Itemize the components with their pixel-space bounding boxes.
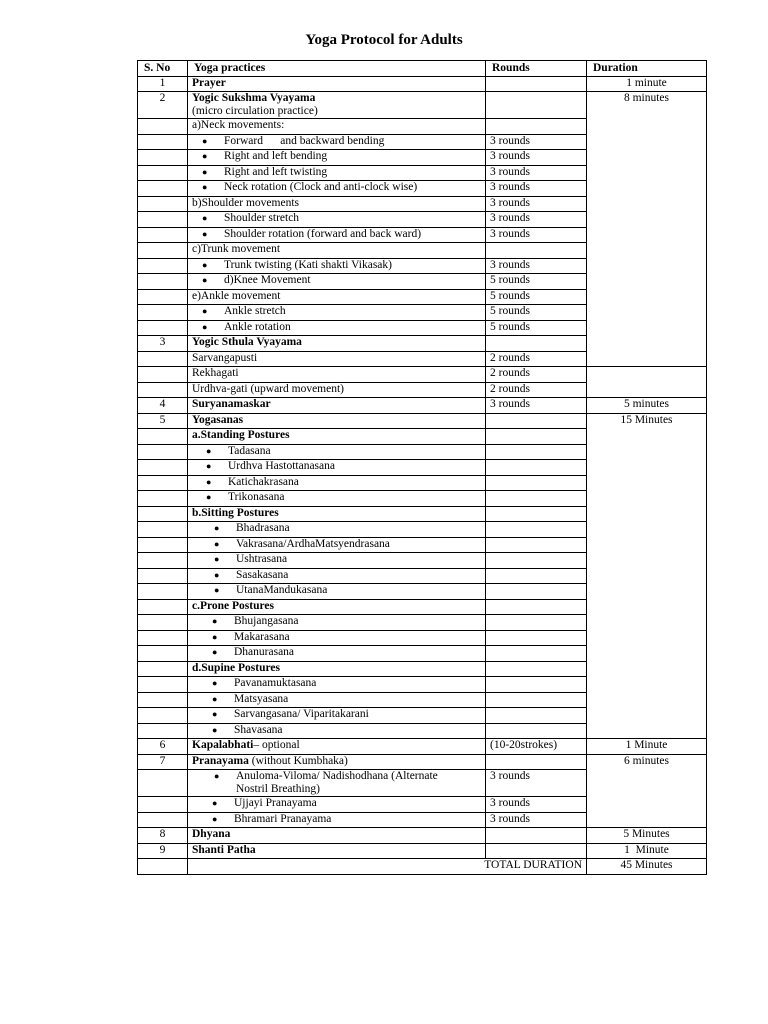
rounds-cell: 3 rounds (486, 812, 587, 828)
list-item: Sarvangapusti (188, 351, 486, 367)
header-sno: S. No (138, 61, 188, 77)
item-label: Forward and backward bending (224, 134, 385, 147)
table-row (138, 92, 707, 119)
list-item (188, 227, 486, 243)
practice-name: Pranayama (192, 754, 249, 767)
bullet-icon: ● (206, 445, 212, 456)
subgroup-label: e)Ankle movement (188, 289, 486, 305)
item-label: Neck rotation (Clock and anti-clock wise) (224, 181, 418, 193)
practice-cell (188, 92, 486, 119)
header-rounds: Rounds (486, 61, 587, 77)
list-item (188, 491, 486, 507)
table-header-row (138, 61, 707, 77)
list-item (188, 134, 486, 150)
bullet-icon: ● (202, 321, 208, 332)
row-sno: 9 (138, 843, 188, 859)
row-sno: 7 (138, 754, 188, 770)
bullet-icon: ● (202, 135, 208, 146)
list-item (188, 522, 486, 538)
list-item (188, 692, 486, 708)
list-item (188, 708, 486, 724)
list-item (188, 274, 486, 290)
document-title: Yoga Protocol for Adults (305, 32, 463, 48)
rounds-cell: 5 rounds (486, 289, 587, 305)
duration-cell: 6 minutes (587, 754, 707, 828)
row-sno: 3 (138, 336, 188, 352)
bullet-icon: ● (214, 569, 220, 580)
bullet-icon: ● (206, 476, 212, 487)
bullet-icon: ● (214, 585, 220, 595)
bullet-icon: ● (202, 166, 208, 177)
bullet-icon: ● (214, 523, 220, 533)
item-label: Trikonasana (228, 491, 285, 503)
list-item (188, 568, 486, 584)
subgroup-label: c.Prone Postures (188, 599, 486, 615)
header-practice: Yoga practices (188, 61, 486, 77)
list-item (188, 615, 486, 631)
rounds-cell: 3 rounds (486, 150, 587, 166)
bullet-icon: ● (202, 259, 208, 270)
duration-cell: 8 minutes (587, 92, 707, 367)
table-row (138, 843, 707, 859)
list-item (188, 320, 486, 336)
row-sno: 8 (138, 828, 188, 844)
list-item (188, 165, 486, 181)
total-duration: 45 Minutes (587, 859, 707, 875)
list-item (188, 475, 486, 491)
duration-cell: 5 minutes (587, 398, 707, 414)
item-label: Bhramari Pranayama (234, 812, 332, 825)
item-label: Shoulder stretch (224, 212, 300, 224)
subgroup-label: b)Shoulder movements (188, 196, 486, 212)
rounds-cell: 3 rounds (486, 212, 587, 228)
row-sno: 6 (138, 739, 188, 755)
list-item (188, 812, 486, 828)
rounds-cell: 2 rounds (486, 351, 587, 367)
header-duration: Duration (587, 61, 707, 77)
bullet-icon: ● (214, 554, 220, 564)
item-label: Ushtrasana (236, 553, 288, 565)
bullet-icon: ● (212, 647, 218, 657)
item-label: Bhujangasana (234, 615, 299, 627)
rounds-cell (486, 92, 587, 119)
bullet-icon: ● (212, 631, 218, 642)
rounds-cell: (10-20strokes) (486, 739, 587, 755)
list-item (188, 460, 486, 476)
table-row (138, 398, 707, 414)
bullet-icon: ● (212, 724, 218, 735)
bullet-icon: ● (202, 306, 208, 316)
item-label: Ankle rotation (224, 320, 291, 333)
bullet-icon: ● (212, 678, 218, 688)
total-row (138, 859, 707, 875)
bullet-icon: ● (212, 616, 218, 626)
item-label: Katichakrasana (228, 475, 299, 488)
row-sno: 1 (138, 76, 188, 92)
row-sno: 4 (138, 398, 188, 414)
duration-cell: 1 minute (587, 76, 707, 92)
row-sno: 2 (138, 92, 188, 119)
practice-name: Suryanamaskar (188, 398, 486, 414)
list-item (188, 553, 486, 569)
rounds-cell: 3 rounds (486, 398, 587, 414)
bullet-icon: ● (212, 813, 218, 824)
list-item (188, 630, 486, 646)
rounds-cell: 3 rounds (486, 770, 587, 797)
rounds-cell: 3 rounds (486, 165, 587, 181)
rounds-cell: 3 rounds (486, 797, 587, 813)
item-label: Ankle stretch (224, 305, 286, 317)
subgroup-label: c)Trunk movement (188, 243, 486, 259)
rounds-cell (486, 76, 587, 92)
list-item (188, 305, 486, 321)
list-item (188, 646, 486, 662)
list-item (188, 797, 486, 813)
list-item (188, 677, 486, 693)
subgroup-label: b.Sitting Postures (188, 506, 486, 522)
practice-name: Kapalabhati (192, 739, 254, 751)
bullet-icon: ● (202, 228, 208, 239)
table-row (138, 367, 707, 383)
practice-name: Yogasanas (188, 413, 486, 429)
subgroup-label: a)Neck movements: (188, 119, 486, 135)
rounds-cell: 2 rounds (486, 367, 587, 383)
list-item (188, 770, 486, 797)
bullet-icon: ● (202, 213, 208, 223)
duration-cell: 5 Minutes (587, 828, 707, 844)
duration-cell: 15 Minutes (587, 413, 707, 739)
rounds-cell: 3 rounds (486, 134, 587, 150)
list-item (188, 181, 486, 197)
table-row (138, 739, 707, 755)
item-label: Ujjayi Pranayama (234, 797, 317, 809)
practice-note: (without Kumbhaka) (248, 754, 348, 767)
practice-name: Yogic Sukshma Vyayama (192, 92, 316, 104)
item-label: Trunk twisting (Kati shakti Vikasak) (224, 258, 392, 271)
duration-cell: 1 Minute (587, 739, 707, 755)
list-item (188, 723, 486, 739)
bullet-icon: ● (202, 182, 208, 192)
row-sno: 5 (138, 413, 188, 429)
duration-cell: 1 Minute (587, 843, 707, 859)
practice-cell (188, 739, 486, 755)
rounds-cell: 3 rounds (486, 196, 587, 212)
list-item (188, 212, 486, 228)
rounds-cell: 2 rounds (486, 382, 587, 398)
item-label: Right and left twisting (224, 165, 328, 178)
practice-name: Yogic Sthula Vyayama (188, 336, 486, 352)
practice-name: Dhyana (188, 828, 486, 844)
practice-cell (188, 754, 486, 770)
rounds-cell: 3 rounds (486, 258, 587, 274)
item-label: Shavasana (234, 723, 283, 736)
practice-note: – optional (253, 739, 300, 751)
item-label: Right and left bending (224, 150, 328, 162)
item-label: Pavanamuktasana (234, 677, 317, 689)
rounds-cell: 3 rounds (486, 181, 587, 197)
bullet-icon: ● (202, 151, 208, 161)
bullet-icon: ● (212, 709, 218, 719)
list-item: Urdhva-gati (upward movement) (188, 382, 486, 398)
item-label: Sarvangasana/ Viparitakarani (234, 708, 369, 720)
item-label: Dhanurasana (234, 646, 295, 658)
rounds-cell: 5 rounds (486, 305, 587, 321)
table-row (138, 828, 707, 844)
list-item (188, 537, 486, 553)
bullet-icon: ● (206, 492, 212, 502)
list-item (188, 258, 486, 274)
table-row (138, 413, 707, 429)
item-label: Matsyasana (234, 692, 289, 705)
item-label: Sasakasana (236, 568, 289, 581)
subgroup-label: a.Standing Postures (188, 429, 486, 445)
rounds-cell: 5 rounds (486, 274, 587, 290)
list-item (188, 584, 486, 600)
list-item (188, 444, 486, 460)
item-label: Urdhva Hastottanasana (228, 460, 335, 472)
subgroup-label: d.Supine Postures (188, 661, 486, 677)
item-label: Tadasana (228, 444, 271, 457)
total-label: TOTAL DURATION (188, 859, 587, 875)
bullet-icon: ● (206, 461, 212, 471)
practice-name: Shanti Patha (188, 843, 486, 859)
list-item (188, 150, 486, 166)
yoga-protocol-table (137, 60, 707, 875)
bullet-icon: ● (214, 538, 220, 549)
table-row (138, 382, 707, 398)
item-label: Shoulder rotation (forward and back ward) (224, 227, 422, 240)
table-row (138, 754, 707, 770)
practice-name: Prayer (188, 76, 486, 92)
item-label: d)Knee Movement (224, 274, 311, 286)
list-item: Rekhagati (188, 367, 486, 383)
bullet-icon: ● (212, 693, 218, 704)
table-row (138, 76, 707, 92)
item-label: Vakrasana/ArdhaMatsyendrasana (236, 537, 390, 550)
item-label: Makarasana (234, 630, 290, 643)
practice-note: (micro circulation practice) (192, 105, 318, 117)
item-label: Bhadrasana (236, 522, 290, 534)
rounds-cell: 5 rounds (486, 320, 587, 336)
item-label: Anuloma-Viloma/ Nadishodhana (Alternate Nostril Breathing) (236, 770, 438, 795)
bullet-icon: ● (214, 771, 220, 781)
rounds-cell: 3 rounds (486, 227, 587, 243)
bullet-icon: ● (202, 275, 208, 285)
item-label: UtanaMandukasana (236, 584, 328, 596)
bullet-icon: ● (212, 798, 218, 808)
